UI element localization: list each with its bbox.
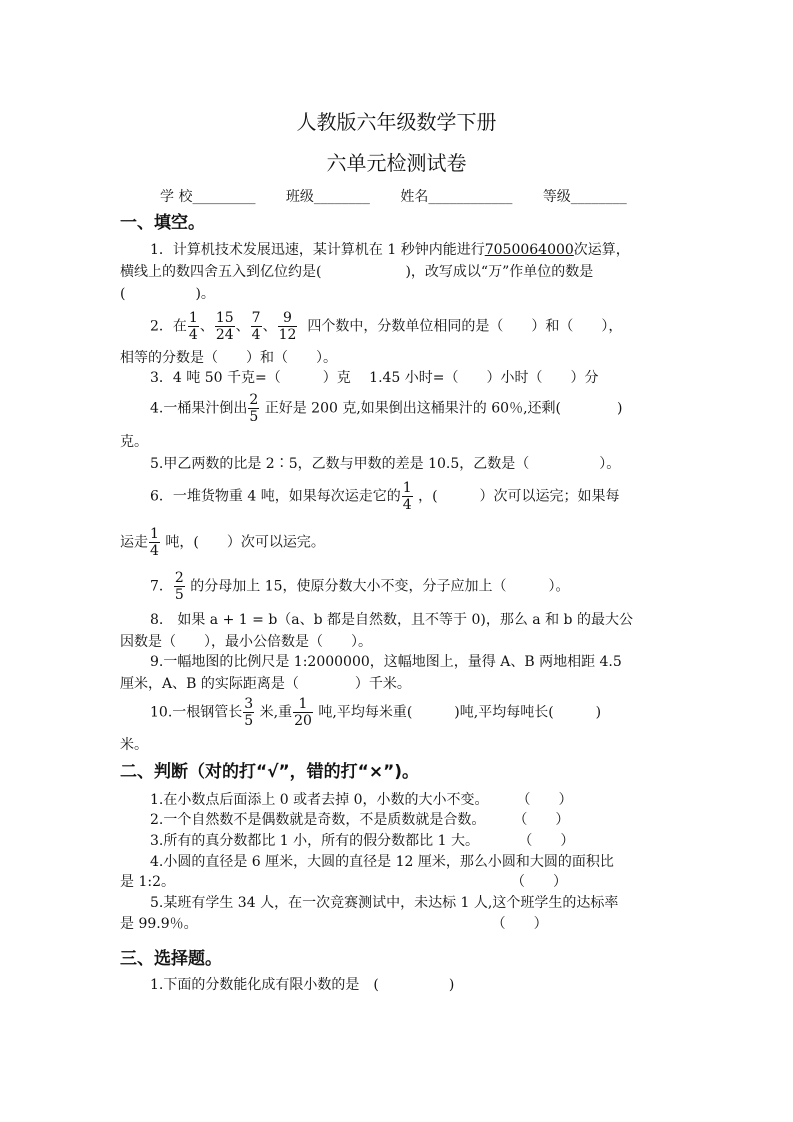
fraction: $\frac{7}{4}$ xyxy=(251,310,261,343)
question-10-line-1: 10.一根钢管长 $\frac{3}{5}$ 米,重 $\frac{1}{20}$ 吨,平均每米重( )吨,平均每吨长( ) xyxy=(150,696,602,729)
judge-item-1: 1.在小数点后面添上 0 或者去掉 0，小数的大小不变。 （ ） xyxy=(150,792,573,808)
judge-item-4-line-1: 4.小圆的直径是 6 厘米，大圆的直径是 12 厘米，那么小圆和大圆的面积比 xyxy=(150,854,614,870)
section-1-heading: 一、填空。 xyxy=(120,213,205,233)
question-2-line-1: 2．在 $\frac{1}{4}$ 、 $\frac{15}{24}$ 、 $\frac{7}{4}$ 、 $\frac{9}{12}$ 四个数中，分数单位相同的是（ ）和（ ）， xyxy=(150,310,623,343)
fraction: $\frac{9}{12}$ xyxy=(278,310,297,343)
question-8-line-2: 因数是（ ），最小公倍数是（ ）。 xyxy=(120,634,372,650)
fraction: $\frac{1}{4}$ xyxy=(150,526,159,559)
question-5: 5.甲乙两数的比是 2∶5，乙数与甲数的差是 10.5，乙数是（ ）。 xyxy=(150,456,621,472)
class-field: 班级________ xyxy=(285,189,370,205)
question-4-line-2: 克。 xyxy=(120,434,148,450)
fraction: $\frac{1}{4}$ xyxy=(188,310,198,343)
fraction: $\frac{1}{20}$ xyxy=(294,696,312,729)
fraction: $\frac{15}{24}$ xyxy=(215,310,234,343)
question-10-line-2: 米。 xyxy=(120,737,148,753)
section-2-heading: 二、判断（对的打“√”，错的打“×”)。 xyxy=(120,762,420,782)
underlined-number: 7050064000 xyxy=(484,242,574,258)
fraction: $\frac{2}{5}$ xyxy=(174,570,184,603)
school-field: 学 校_________ xyxy=(160,189,256,205)
page-title: 人教版六年级数学下册 xyxy=(296,110,497,134)
choice-question-1: 1.下面的分数能化成有限小数的是 ( ) xyxy=(150,977,455,993)
page-subtitle: 六单元检测试卷 xyxy=(326,151,467,175)
question-1-line-1: 1．计算机技术发展迅速，某计算机在 1 秒钟内能进行7050064000次运算， xyxy=(150,242,630,258)
judge-item-5-line-2: 是 99.9％。 （ ） xyxy=(120,916,548,932)
section-3-heading: 三、选择题。 xyxy=(120,949,222,969)
question-3: 3．4 吨 50 千克=（ ）克 1.45 小时=（ ）小时（ ）分 xyxy=(150,370,599,386)
question-6-line-2: 运走 $\frac{1}{4}$ 吨，( ）次可以运完。 xyxy=(120,526,325,559)
grade-field: 等级________ xyxy=(542,189,627,205)
fraction: $\frac{1}{4}$ xyxy=(402,480,412,513)
student-info xyxy=(160,186,653,206)
judge-item-3: 3.所有的真分数都比 1 小，所有的假分数都比 1 大。 （ ） xyxy=(150,833,575,849)
judge-item-2: 2.一个自然数不是偶数就是奇数，不是质数就是合数。 （ ） xyxy=(150,812,570,828)
question-2-line-2: 相等的分数是（ ）和（ ）。 xyxy=(120,350,337,366)
question-9-line-2: 厘米，A、B 的实际距离是（ ）千米。 xyxy=(120,676,411,692)
name-field: 姓名____________ xyxy=(400,189,513,205)
judge-item-4-line-2: 是 1:2。 （ ） xyxy=(120,874,567,890)
question-1-line-3: ( )。 xyxy=(120,286,215,302)
fraction: $\frac{3}{5}$ xyxy=(244,696,254,729)
question-7: 7． $\frac{2}{5}$ 的分母加上 15，使原分数大小不变，分子应加上（ ）。 xyxy=(150,570,570,603)
question-8-line-1: 8. 如果 a + 1 = b（a、b 都是自然数，且不等于 0)，那么 a 和 b 的最大公 xyxy=(150,612,633,628)
question-4-line-1: 4.一桶果汁倒出 $\frac{2}{5}$ 正好是 200 克,如果倒出这桶果汁的 60％,还剩( ) xyxy=(150,392,623,425)
question-6-line-1: 6．一堆货物重 4 吨，如果每次运走它的 $\frac{1}{4}$ ，( ）次可以运完；如果每 xyxy=(150,480,620,513)
question-1-line-2: 横线上的数四舍五入到亿位约是( )，改写成以“万”作单位的数是 xyxy=(120,264,594,280)
fraction: $\frac{2}{5}$ xyxy=(249,392,259,425)
question-9-line-1: 9.一幅地图的比例尺是 1:2000000，这幅地图上，量得 A、B 两地相距 4.5 xyxy=(150,654,622,670)
judge-item-5-line-1: 5.某班有学生 34 人，在一次竞赛测试中，未达标 1 人,这个班学生的达标率 xyxy=(150,895,619,911)
